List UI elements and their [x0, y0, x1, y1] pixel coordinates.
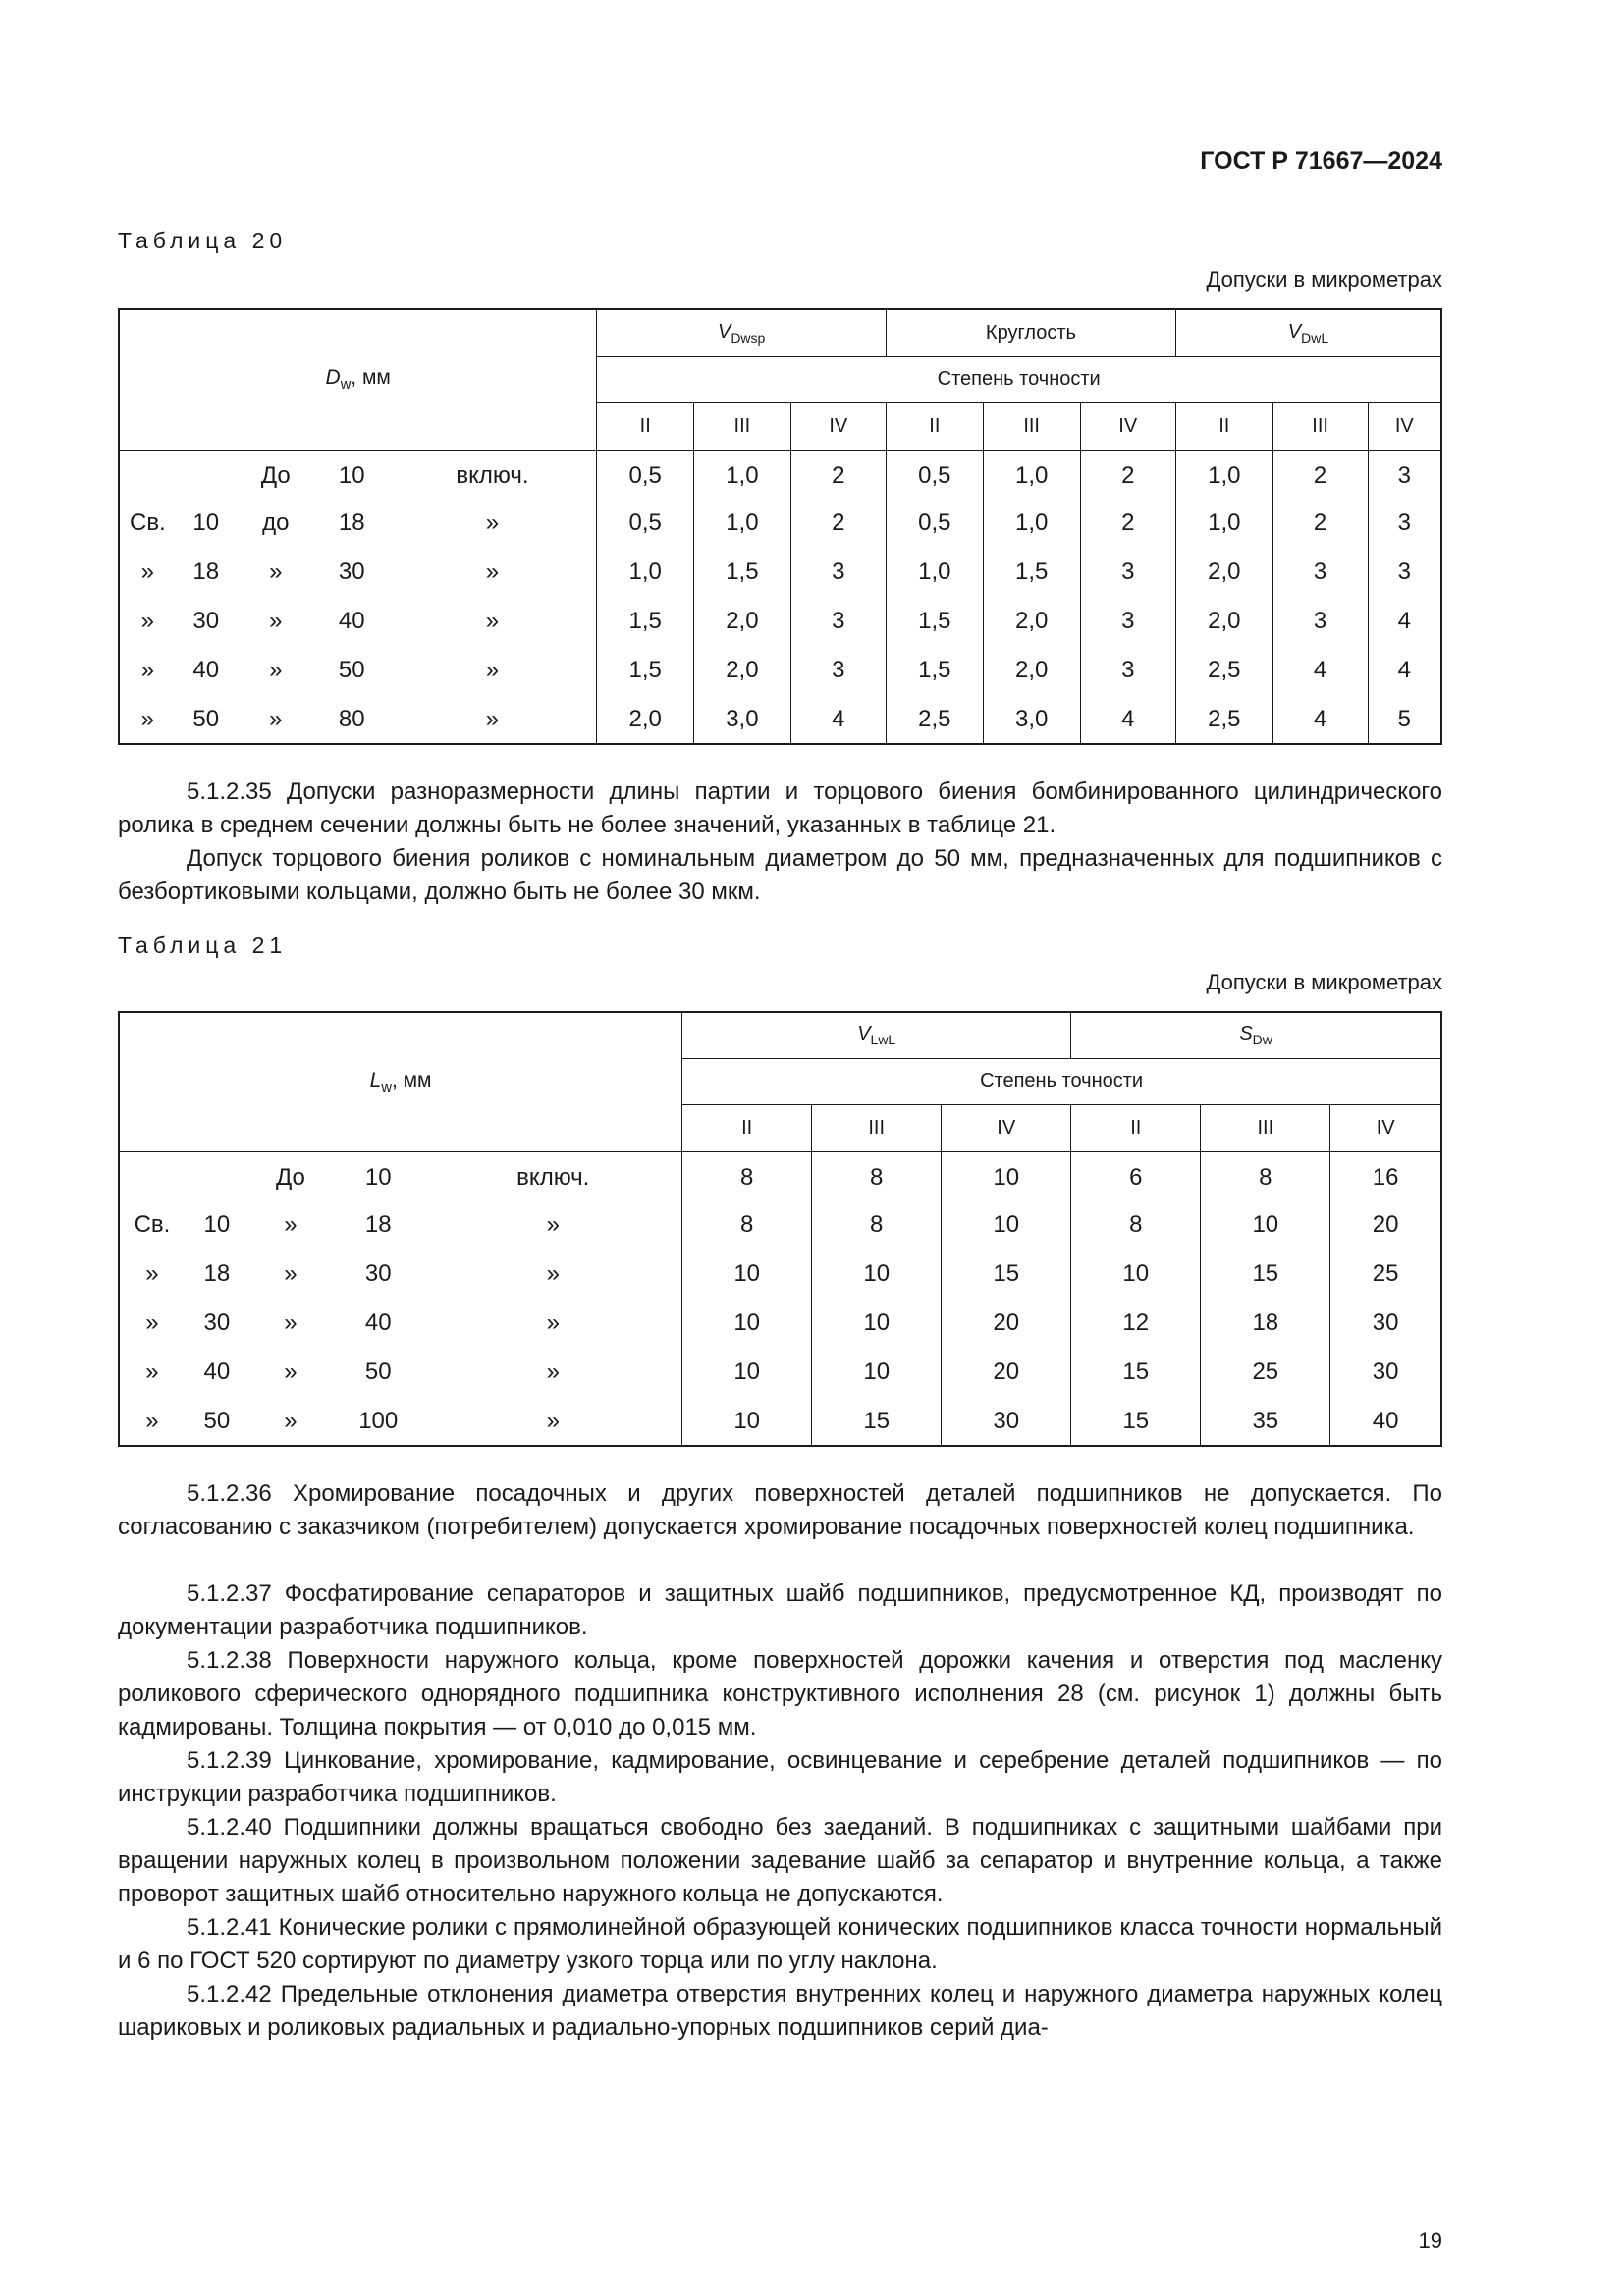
value-cell: 1,0 [597, 548, 694, 597]
value-cell: 15 [1201, 1250, 1330, 1299]
range-cell: 50 [192, 705, 220, 732]
paragraph-5-1-2-42: 5.1.2.42 Предельные отклонения диаметра отверстия внутренних колец и наружного диаметра наружных колец шариковых и роликовых радиальных и радиально-упорных подшипников серий диа- [118, 1981, 1442, 2041]
grade-cell: IV [1330, 1104, 1441, 1151]
value-cell: 1,5 [597, 597, 694, 646]
value-cell: 2,0 [694, 597, 791, 646]
paragraph-5-1-2-38: 5.1.2.38 Поверхности наружного кольца, кроме поверхностей дорожки качения и отверстия под масленку роликового сферического однорядного подшипника конструктивного исполнения 28 (см. рисунок 1) должны быть кадмированы. Толщина покрытия — от 0,010 до 0,015 мм. [118, 1647, 1442, 1740]
grade-cell: III [1272, 402, 1368, 450]
range-cell: » [284, 1309, 298, 1336]
grade-cell: IV [1080, 402, 1175, 450]
table-row [119, 1397, 1441, 1446]
range-cell: » [284, 1407, 298, 1434]
range-cell: » [269, 559, 283, 585]
table-row [119, 450, 1441, 499]
grade-cell: II [1071, 1104, 1201, 1151]
value-cell: 10 [682, 1299, 812, 1348]
table-row [119, 597, 1441, 646]
range-cell: » [485, 657, 500, 683]
value-cell: 2 [1272, 450, 1368, 499]
value-cell: 10 [812, 1348, 942, 1397]
value-cell: 1,5 [886, 646, 983, 695]
value-cell: 10 [682, 1348, 812, 1397]
value-cell: 1,0 [694, 499, 791, 548]
value-cell: 3,0 [983, 695, 1080, 744]
value-cell: 30 [1330, 1299, 1441, 1348]
value-cell: 35 [1201, 1397, 1330, 1446]
value-cell: 40 [1330, 1397, 1441, 1446]
range-cell [119, 450, 176, 499]
value-cell: 10 [1201, 1201, 1330, 1250]
value-cell: 4 [1272, 646, 1368, 695]
table-row [119, 1299, 1441, 1348]
range-cell: 10 [338, 462, 365, 490]
value-cell: 2,0 [1175, 597, 1272, 646]
range-cell: Св. [134, 1211, 171, 1238]
table-21-label: Таблица 21 [118, 933, 288, 958]
value-cell: 2,0 [983, 597, 1080, 646]
value-cell: 3 [1080, 597, 1175, 646]
value-cell: 2 [790, 450, 886, 499]
range-cell: 18 [203, 1260, 231, 1287]
range-cell: » [145, 1407, 159, 1434]
value-cell: 3 [1368, 548, 1441, 597]
table-row [119, 1348, 1441, 1397]
group-sdw: $S_{Dw}$ [1071, 1012, 1441, 1058]
grade-cell: IV [790, 402, 886, 450]
range-cell: 50 [364, 1359, 392, 1385]
value-cell: 2 [1080, 450, 1175, 499]
range-cell: включ. [456, 462, 529, 490]
value-cell: 2 [790, 499, 886, 548]
range-cell: 40 [338, 608, 365, 634]
lw-header: $L_w$, мм [119, 1012, 682, 1151]
range-cell: 30 [192, 608, 220, 634]
range-cell: » [145, 1260, 159, 1287]
value-cell: 1,0 [983, 499, 1080, 548]
paragraph-5-1-2-40: 5.1.2.40 Подшипники должны вращаться свободно без заеданий. В подшипниках с защитными шайбами при вращении наружных колец в произвольном положении задевание шайб за сепаратор и внутренние кольца, а также проворот защитных шайб относительно наружного кольца не допускаются. [118, 1814, 1442, 1907]
group-roundness: Круглость [886, 309, 1175, 356]
group-vdwl: $V_{DwL}$ [1175, 309, 1441, 356]
value-cell: 2,0 [597, 695, 694, 744]
range-cell: До [276, 1164, 305, 1192]
range-cell: » [546, 1309, 560, 1336]
value-cell: 3 [790, 646, 886, 695]
paragraph-5-1-2-41: 5.1.2.41 Конические ролики с прямолинейной образующей конических подшипников класса точности нормальный и 6 по ГОСТ 520 сортируют по диаметру узкого торца или по углу наклона. [118, 1914, 1442, 1974]
value-cell: 30 [1330, 1348, 1441, 1397]
value-cell: 3 [1080, 646, 1175, 695]
range-cell: 18 [364, 1211, 392, 1238]
range-cell: 30 [203, 1309, 231, 1336]
table-row [119, 1250, 1441, 1299]
value-cell: 2,0 [694, 646, 791, 695]
range-cell: » [284, 1211, 298, 1238]
table-row [119, 548, 1441, 597]
value-cell: 4 [790, 695, 886, 744]
value-cell: 15 [1071, 1348, 1201, 1397]
value-cell: 3 [1272, 597, 1368, 646]
range-cell: Св. [129, 509, 166, 536]
value-cell: 16 [1330, 1151, 1441, 1201]
value-cell: 1,0 [1175, 450, 1272, 499]
value-cell: 4 [1272, 695, 1368, 744]
value-cell: 15 [812, 1397, 942, 1446]
grade-cell: II [597, 402, 694, 450]
value-cell: 20 [942, 1348, 1071, 1397]
table-20-units: Допуски в микрометрах [1206, 267, 1442, 292]
precision-header: Степень точности [682, 1058, 1441, 1104]
value-cell: 10 [682, 1397, 812, 1446]
range-cell: » [140, 705, 155, 732]
value-cell: 3 [790, 548, 886, 597]
range-cell: » [485, 608, 500, 634]
value-cell: 4 [1368, 646, 1441, 695]
value-cell: 1,5 [597, 646, 694, 695]
range-cell: » [284, 1359, 298, 1385]
range-cell [176, 450, 237, 499]
table-20 [118, 308, 1442, 745]
value-cell: 25 [1201, 1348, 1330, 1397]
range-cell: » [546, 1359, 560, 1385]
range-cell: 18 [192, 559, 220, 585]
value-cell: 2,0 [983, 646, 1080, 695]
value-cell: 1,0 [1175, 499, 1272, 548]
range-cell: » [284, 1260, 298, 1287]
range-cell: 40 [192, 657, 220, 683]
range-cell: » [145, 1359, 159, 1385]
paragraph-5-1-2-39: 5.1.2.39 Цинкование, хромирование, кадмирование, освинцевание и серебрение деталей подшипников — по инструкции разработчика подшипников. [118, 1747, 1442, 1807]
group-vlwl: $V_{LwL}$ [682, 1012, 1071, 1058]
value-cell: 8 [1201, 1151, 1330, 1201]
value-cell: 25 [1330, 1250, 1441, 1299]
value-cell: 10 [812, 1299, 942, 1348]
value-cell: 1,0 [983, 450, 1080, 499]
value-cell: 1,5 [983, 548, 1080, 597]
value-cell: 3 [1080, 548, 1175, 597]
table-row [119, 1201, 1441, 1250]
range-cell: » [269, 608, 283, 634]
value-cell: 1,5 [886, 597, 983, 646]
value-cell: 5 [1368, 695, 1441, 744]
range-cell: » [140, 657, 155, 683]
value-cell: 30 [942, 1397, 1071, 1446]
value-cell: 0,5 [597, 450, 694, 499]
range-cell: 80 [338, 705, 365, 732]
value-cell: 8 [1071, 1201, 1201, 1250]
value-cell: 18 [1201, 1299, 1330, 1348]
range-cell: » [140, 559, 155, 585]
range-cell: 50 [338, 657, 365, 683]
range-cell: 40 [203, 1359, 231, 1385]
value-cell: 8 [812, 1151, 942, 1201]
range-cell: 30 [338, 559, 365, 585]
value-cell: 10 [1071, 1250, 1201, 1299]
table-20-label: Таблица 20 [118, 228, 288, 253]
paragraph-end-runout: Допуск торцового биения роликов с номинальным диаметром до 50 мм, предназначенных для подшипников с безбортиковыми кольцами, должно быть не более 30 мкм. [118, 845, 1442, 905]
value-cell: 3,0 [694, 695, 791, 744]
value-cell: 1,0 [694, 450, 791, 499]
range-cell: 30 [364, 1260, 392, 1287]
dw-header: $D_w$, мм [119, 309, 597, 450]
range-cell: » [546, 1211, 560, 1238]
table-row [119, 695, 1441, 744]
grade-cell: IV [1368, 402, 1441, 450]
value-cell: 2 [1272, 499, 1368, 548]
range-cell: 50 [203, 1407, 231, 1434]
document-header: ГОСТ Р 71667—2024 [1200, 147, 1442, 175]
value-cell: 2,5 [1175, 695, 1272, 744]
range-cell: » [485, 559, 500, 585]
value-cell: 2,5 [1175, 646, 1272, 695]
grade-cell: IV [942, 1104, 1071, 1151]
value-cell: 0,5 [597, 499, 694, 548]
value-cell: 8 [682, 1151, 812, 1201]
value-cell: 0,5 [886, 450, 983, 499]
range-cell: » [145, 1309, 159, 1336]
range-cell [185, 1151, 249, 1201]
range-cell [119, 1151, 185, 1201]
range-cell: до [262, 509, 290, 536]
range-cell: » [546, 1260, 560, 1287]
value-cell: 10 [812, 1250, 942, 1299]
value-cell: 2,5 [886, 695, 983, 744]
paragraph-5-1-2-35: 5.1.2.35 Допуски разноразмерности длины партии и торцового биения бомбинированного цилиндрического ролика в среднем сечении должны быть не более значений, указанных в таблице 21. [118, 778, 1442, 838]
value-cell: 15 [942, 1250, 1071, 1299]
value-cell: 6 [1071, 1151, 1201, 1201]
value-cell: 20 [942, 1299, 1071, 1348]
range-cell: 10 [203, 1211, 231, 1238]
value-cell: 8 [682, 1201, 812, 1250]
range-cell: » [269, 657, 283, 683]
grade-cell: III [983, 402, 1080, 450]
grade-cell: II [1175, 402, 1272, 450]
value-cell: 10 [942, 1201, 1071, 1250]
value-cell: 10 [942, 1151, 1071, 1201]
value-cell: 2,0 [1175, 548, 1272, 597]
range-cell: включ. [516, 1164, 590, 1192]
value-cell: 15 [1071, 1397, 1201, 1446]
paragraph-5-1-2-37: 5.1.2.37 Фосфатирование сепараторов и защитных шайб подшипников, предусмотренное КД, производят по документации разработчика подшипников. [118, 1580, 1442, 1640]
value-cell: 20 [1330, 1201, 1441, 1250]
value-cell: 10 [682, 1250, 812, 1299]
range-cell: 10 [364, 1164, 392, 1192]
value-cell: 4 [1368, 597, 1441, 646]
table-21-units: Допуски в микрометрах [1206, 970, 1442, 994]
value-cell: 3 [1272, 548, 1368, 597]
value-cell: 0,5 [886, 499, 983, 548]
range-cell: 10 [192, 509, 220, 536]
value-cell: 12 [1071, 1299, 1201, 1348]
precision-header: Степень точности [597, 356, 1441, 402]
value-cell: 8 [812, 1201, 942, 1250]
grade-cell: III [1201, 1104, 1330, 1151]
grade-cell: III [694, 402, 791, 450]
range-cell: » [546, 1407, 560, 1434]
value-cell: 3 [790, 597, 886, 646]
range-cell: » [269, 705, 283, 732]
value-cell: 4 [1080, 695, 1175, 744]
table-21 [118, 1011, 1442, 1447]
value-cell: 1,5 [694, 548, 791, 597]
value-cell: 3 [1368, 499, 1441, 548]
table-row [119, 646, 1441, 695]
grade-cell: II [886, 402, 983, 450]
range-cell: 18 [338, 509, 365, 536]
value-cell: 1,0 [886, 548, 983, 597]
grade-cell: III [812, 1104, 942, 1151]
table-row [119, 499, 1441, 548]
range-cell: 100 [358, 1407, 399, 1434]
paragraph-5-1-2-36: 5.1.2.36 Хромирование посадочных и других поверхностей деталей подшипников не допускается. По согласованию с заказчиком (потребителем) допускается хромирование посадочных поверхностей колец подшипника. [118, 1480, 1442, 1540]
table-row [119, 1151, 1441, 1201]
range-cell: До [260, 462, 291, 490]
range-cell: » [485, 509, 500, 536]
value-cell: 2 [1080, 499, 1175, 548]
page-number: 19 [1418, 2228, 1442, 2253]
group-vdwsp: $V_{Dwsp}$ [597, 309, 887, 356]
range-cell: 40 [364, 1309, 392, 1336]
grade-cell: II [682, 1104, 812, 1151]
range-cell: » [485, 705, 500, 732]
value-cell: 3 [1368, 450, 1441, 499]
range-cell: » [140, 608, 155, 634]
